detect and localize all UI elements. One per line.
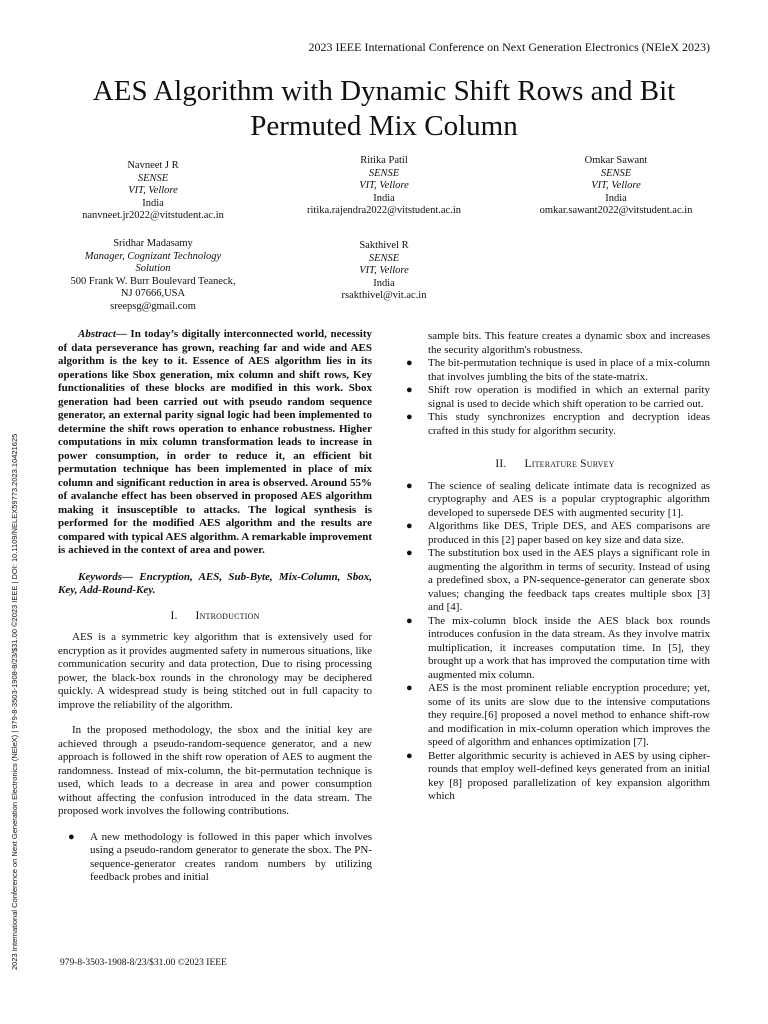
section-number: I.: [170, 609, 178, 622]
list-item: [400, 480, 710, 521]
abstract-label: Abstract: [78, 328, 116, 340]
paragraph: In the proposed methodology, the sbox and the initial key are achieved through a pseudo-random-sequence generator, and a new approach is followed in the shift row operation of AES to augment the randomness. Instead of mix-column, the bit-permutation technique is used, which leads to a decrease in area and power consumption without affecting the confusion introduced in the data stream. The proposed work involves the following contributions.: [58, 724, 372, 817]
list-item-text: Shift row operation is modified in which an external parity signal is used to decide which shift operation to be carried out.: [428, 384, 710, 410]
section-title: Literature Survey: [524, 458, 615, 470]
list-item-text: The mix-column block inside the AES black box rounds introduces confusion in the data stream. As they involve matrix multiplication, it increases computation time. In [5], they brought up a work that has improved the computation time with augmented mix column.: [428, 614, 710, 681]
abstract-dash: —: [115, 328, 127, 340]
bullet-icon: ●: [406, 479, 413, 492]
list-item-text: The bit-permutation technique is used in place of a mix-column that involves jumbling the bits of the state-matrix.: [428, 357, 710, 383]
author-email: sreepsg@gmail.com: [110, 300, 196, 312]
list-item: [400, 520, 710, 547]
list-item-text: The substitution box used in the AES plays a significant role in augmenting the algorithm in terms of security. Instead of using a predefined sbox, a PN-sequence-generator can generate sbox values; changing the feedback taps creates multiple sbox [3] and [4].: [428, 547, 710, 613]
author-country: India: [373, 192, 395, 204]
author-address: NJ 07666,USA: [120, 288, 186, 299]
author-country: India: [605, 192, 627, 204]
list-item-text: A new methodology is followed in this paper which involves using a pseudo-random generator to generate the sbox. The PN-sequence-generator creates random numbers by utilizing feedback probes and initial: [90, 830, 372, 883]
author-country: India: [373, 277, 395, 289]
author-org: VIT, Vellore: [359, 265, 409, 276]
left-column: [58, 328, 372, 885]
author-affiliation: SENSE: [368, 252, 400, 264]
author-block: [38, 238, 268, 313]
section-heading: [58, 610, 372, 624]
list-item: [58, 831, 372, 885]
section-number: II.: [495, 458, 507, 470]
contribution-list: [58, 831, 372, 885]
section-title: Introduction: [195, 609, 260, 622]
list-item: [400, 411, 710, 438]
author-address: 500 Frank W. Burr Boulevard Teaneck,: [70, 275, 236, 287]
bullet-icon: ●: [68, 830, 75, 843]
keywords: Keywords— Encryption, AES, Sub-Byte, Mix-Column, Sbox, Key, Add-Round-Key.: [58, 570, 372, 596]
bullet-icon: ●: [406, 411, 413, 423]
list-item: [400, 615, 710, 683]
footer-copyright: 979-8-3503-1908-8/23/$31.00 ©2023 IEEE: [60, 958, 227, 968]
bullet-icon: ●: [406, 749, 413, 762]
literature-list: [400, 480, 710, 804]
conference-header: 2023 IEEE International Conference on Next Generation Electronics (NEleX 2023): [308, 40, 710, 54]
bullet-icon: ●: [406, 547, 413, 559]
author-name: Ritika Patil: [360, 155, 408, 166]
author-block: [501, 155, 731, 218]
list-item-text: Algorithms like DES, Triple DES, and AES comparisons are produced in this [2] paper based on key size and data size.: [428, 520, 710, 546]
abstract-text: In today’s digitally interconnected world, necessity of data perseverance has grown, reaching far and wide and AES algorithm is the key to it. Essence of AES algorithm lies in its operations like Sbox generation, mix column and shift rows, Key functionalities of these blocks are modified in this work. Sbox generation had been carried out with pseudo random sequence generator, an external parity signal logic had been implemented to determine the shift rows operation to enhance robustness. Higher computations in mix column transformation leads to increase in power consumption, in order to reduce it, an efficient bit permutation technique has been implemented in place of mix column and significant reduction in area is observed. Around 55% of avalanche effect has been observed in proposed AES algorithm making it insusceptible to attacks. The logical synthesis is performed for the modified AES algorithm and the results are compared with typical AES algorithm. A remarkable improvement is achieved in the context of area and power.: [58, 328, 372, 556]
author-name: Omkar Sawant: [584, 155, 648, 166]
list-item-text: AES is the most prominent reliable encryption procedure; yet, some of its units are slow due to the intensive computations they require.[6] proposed a novel method to enhance shift-row and modification in mix-column operation which improves the speed of algorithm and enhances optimization [7].: [428, 682, 710, 748]
author-org: VIT, Vellore: [128, 185, 178, 196]
list-item: [400, 547, 710, 615]
list-item: [400, 682, 710, 750]
author-country: India: [142, 197, 164, 209]
author-org: VIT, Vellore: [591, 180, 641, 191]
author-affiliation: Manager, Cognizant Technology Solution: [84, 250, 222, 274]
list-item-text: Better algorithmic security is achieved in AES by using cipher-rounds that employ well-defined keys generated from an initial key [8] proposed parallelization of key expansion algorithm which: [428, 749, 710, 802]
list-item: [400, 750, 710, 804]
author-block: [269, 155, 499, 218]
author-name: Navneet J R: [127, 160, 179, 171]
bullet-icon: ●: [406, 384, 413, 396]
paragraph: AES is a symmetric key algorithm that is extensively used for encryption as it provides augmented safety in numerous situations, like communication security and data protection, Due to rising processing power, the black-box rounds in the chronology may be deciphered quickly. A widespread study is being stitched out in full capacity to improve the reliability of the algorithm.: [58, 631, 372, 711]
side-doi-text: 2023 International Conference on Next Generation Electronics (NEleX) | 979-8-3503-1908-8/23/$31.00 ©2023 IEEE | DOI: 10.1109/NELEX59773.2023.10421625: [10, 433, 19, 970]
list-item-text: The science of sealing delicate intimate data is recognized as cryptography and AES is a popular cryptographic algorithm developed to supersede DES with augmented security [1].: [428, 479, 710, 519]
list-item: [400, 357, 710, 384]
author-email: omkar.sawant2022@vitstudent.ac.in: [539, 205, 693, 216]
author-block: [269, 240, 499, 303]
author-name: Sridhar Madasamy: [113, 238, 193, 249]
author-org: VIT, Vellore: [359, 180, 409, 191]
author-email: ritika.rajendra2022@vitstudent.ac.in: [307, 205, 461, 216]
bullet-icon: ●: [406, 357, 413, 369]
author-email: rsakthivel@vit.ac.in: [341, 290, 427, 301]
paper-title: AES Algorithm with Dynamic Shift Rows and Bit Permuted Mix Column: [92, 75, 676, 142]
author-email: nanvneet.jr2022@vitstudent.ac.in: [82, 210, 224, 221]
list-item-text: This study synchronizes encryption and decryption ideas crafted in this study for algorithm security.: [428, 411, 710, 437]
author-affiliation: SENSE: [137, 172, 169, 184]
contribution-list-continued: [400, 357, 710, 438]
bullet-icon: ●: [406, 614, 413, 627]
right-column: [400, 330, 710, 804]
author-affiliation: SENSE: [600, 167, 632, 179]
author-block: [38, 160, 268, 223]
bullet-icon: ●: [406, 520, 413, 532]
list-item-continuation: sample bits. This feature creates a dynamic sbox and increases the security algorithm's robustness.: [428, 330, 710, 356]
abstract: [58, 328, 372, 558]
list-item: [400, 384, 710, 411]
section-heading: [400, 458, 710, 472]
bullet-icon: ●: [406, 682, 413, 694]
author-name: Sakthivel R: [359, 240, 409, 251]
author-affiliation: SENSE: [368, 167, 400, 179]
